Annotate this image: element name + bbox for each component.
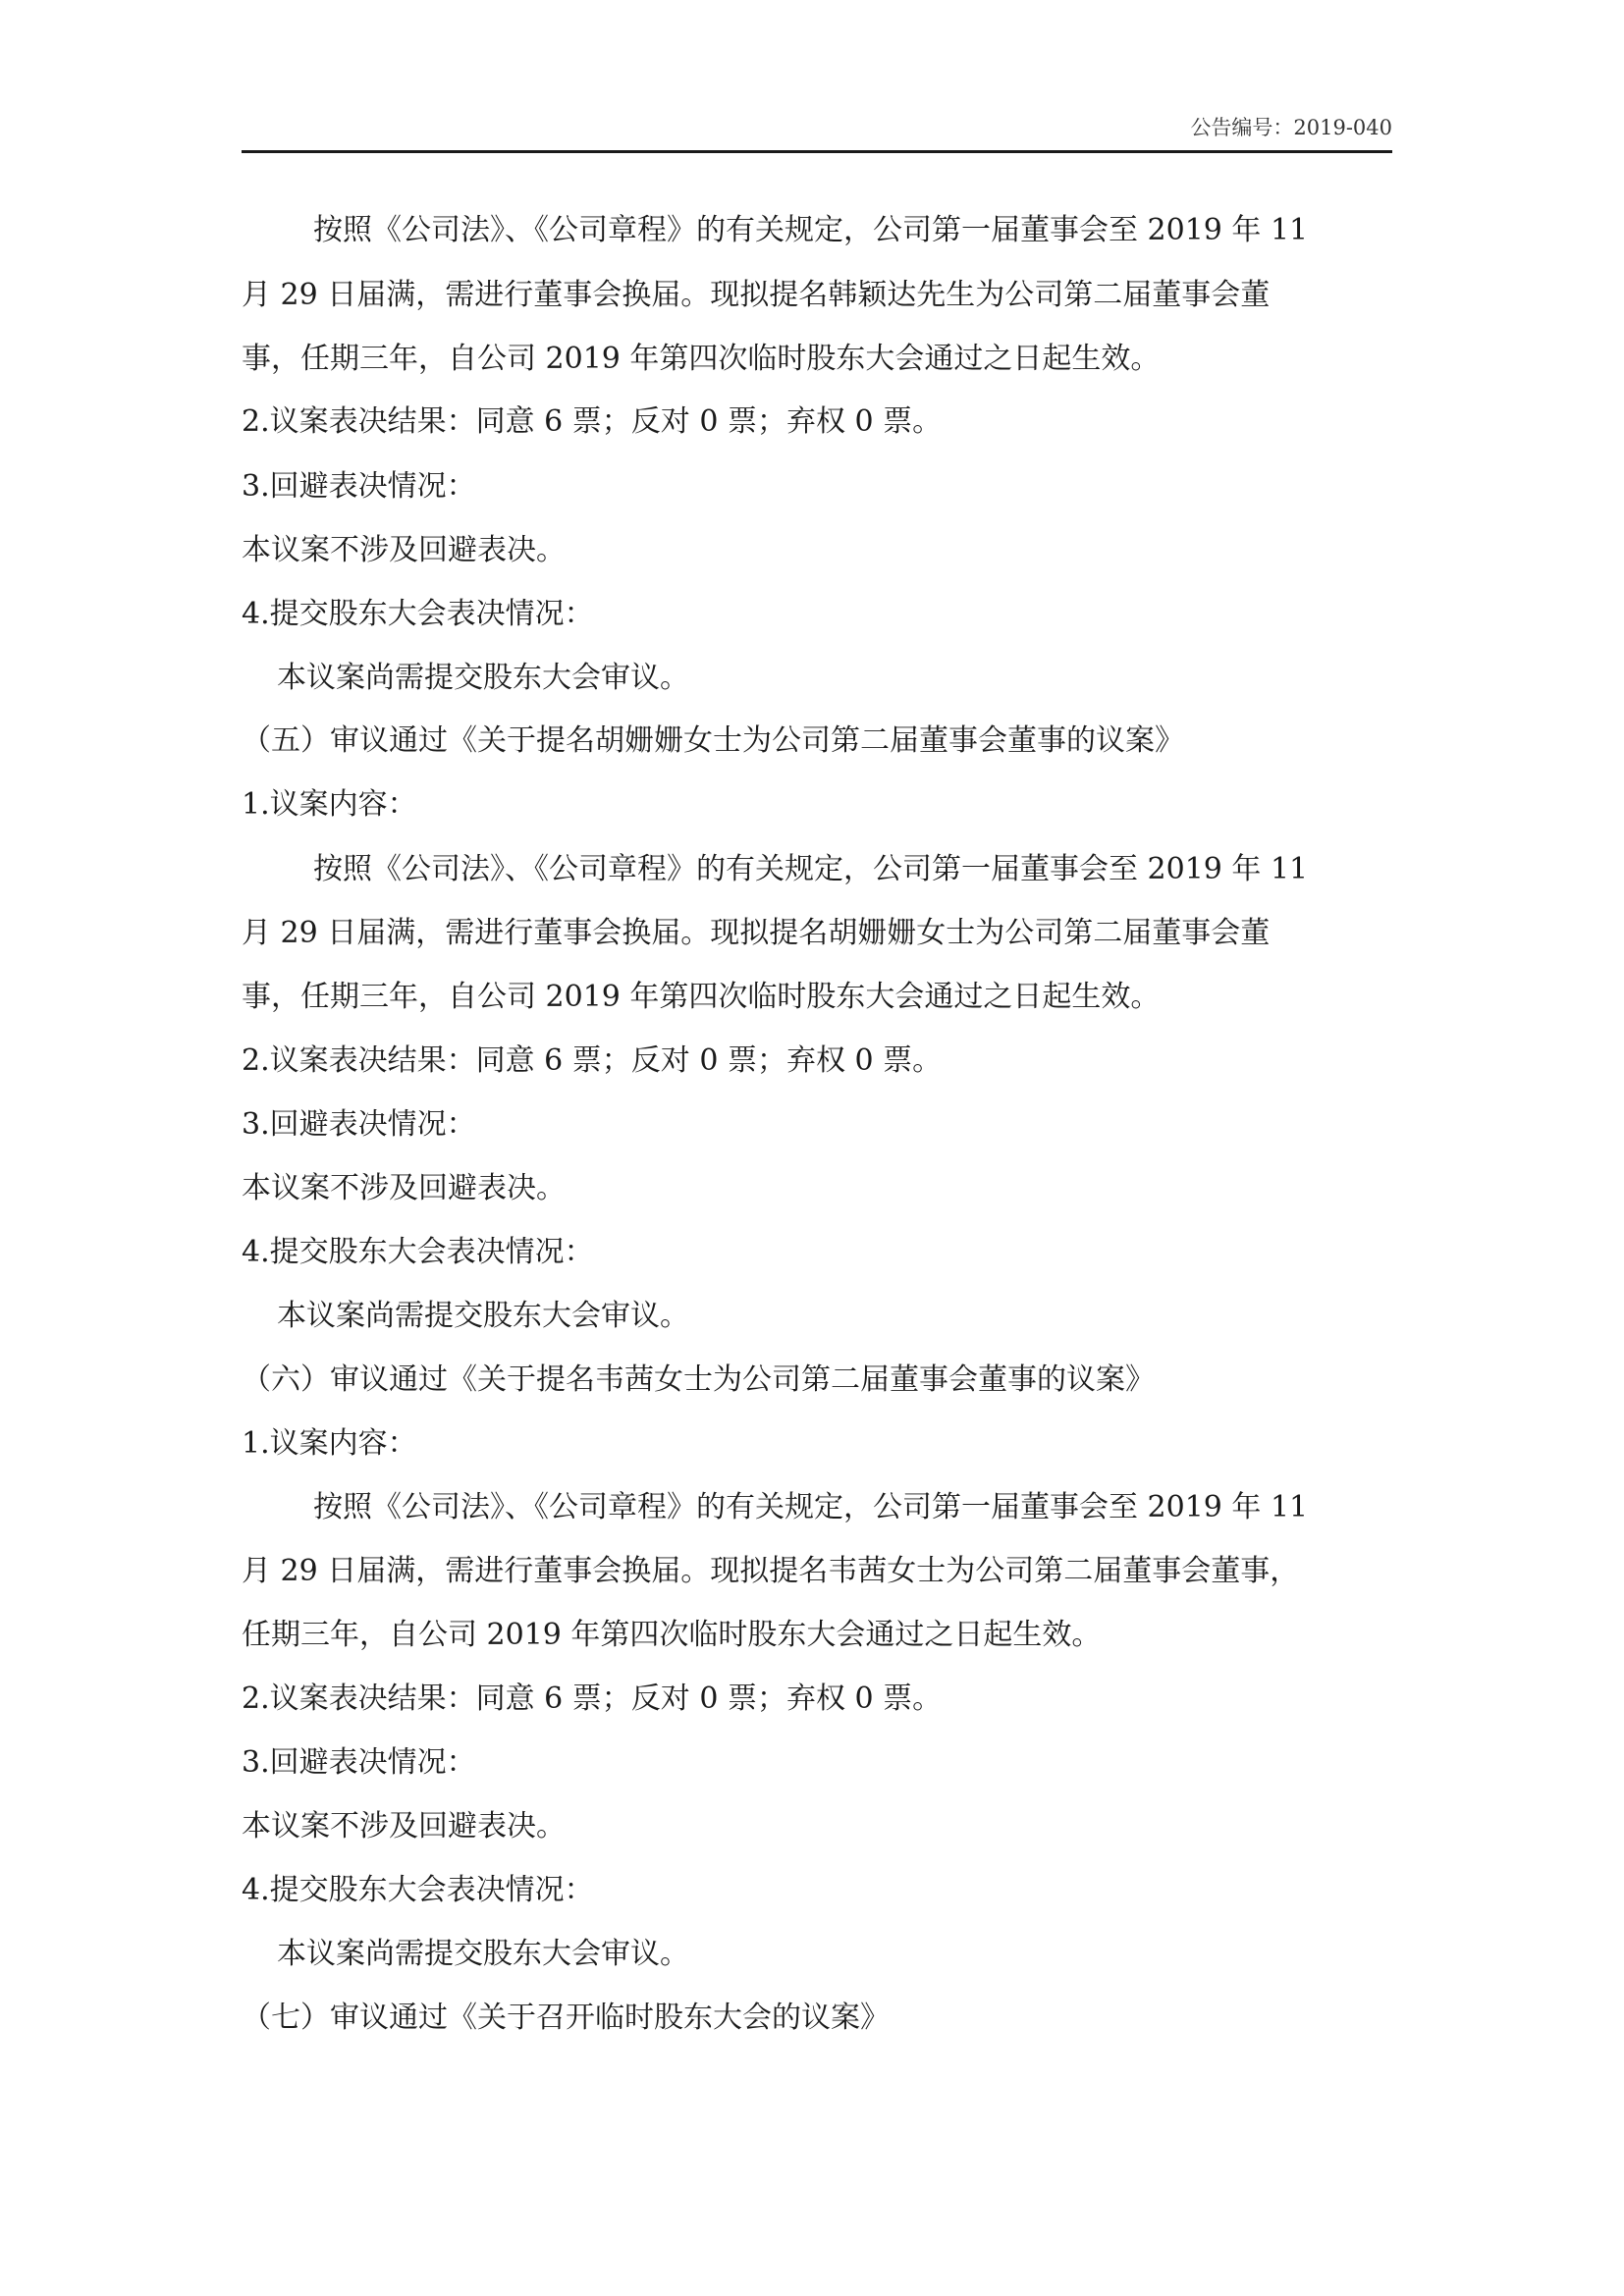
paragraph-line: 月 29 日届满，需进行董事会换届。现拟提名韩颖达先生为公司第二届董事会董	[242, 278, 1271, 312]
paragraph-line: 事，任期三年，自公司 2019 年第四次临时股东大会通过之日起生效。	[242, 342, 1161, 376]
shareholder-text: 本议案尚需提交股东大会审议。	[277, 1937, 689, 1971]
paragraph-line: 事，任期三年，自公司 2019 年第四次临时股东大会通过之日起生效。	[242, 980, 1161, 1014]
vote-result: 2.议案表决结果：同意 6 票；反对 0 票；弃权 0 票。	[242, 404, 943, 439]
paragraph-line: 按照《公司法》、《公司章程》的有关规定，公司第一届董事会至 2019 年 11	[313, 852, 1309, 886]
paragraph-line: 任期三年，自公司 2019 年第四次临时股东大会通过之日起生效。	[242, 1618, 1102, 1652]
shareholder-heading: 4.提交股东大会表决情况：	[242, 1873, 594, 1907]
shareholder-text: 本议案尚需提交股东大会审议。	[277, 1299, 689, 1333]
vote-result: 2.议案表决结果：同意 6 票；反对 0 票；弃权 0 票。	[242, 1682, 943, 1716]
section-title-6: （六）审议通过《关于提名韦茜女士为公司第二届董事会董事的议案》	[242, 1362, 1155, 1397]
content-heading: 1.议案内容：	[242, 1426, 417, 1461]
recusal-heading: 3.回避表决情况：	[242, 469, 476, 504]
content-heading: 1.议案内容：	[242, 787, 417, 822]
paragraph-line: 月 29 日届满，需进行董事会换届。现拟提名韦茜女士为公司第二届董事会董事，	[242, 1554, 1300, 1588]
page-header	[242, 116, 1392, 151]
shareholder-heading: 4.提交股东大会表决情况：	[242, 597, 594, 631]
vote-result: 2.议案表决结果：同意 6 票；反对 0 票；弃权 0 票。	[242, 1043, 943, 1078]
recusal-heading: 3.回避表决情况：	[242, 1107, 476, 1142]
shareholder-text: 本议案尚需提交股东大会审议。	[277, 661, 689, 695]
notice-number: 公告编号：2019-040	[1190, 116, 1392, 139]
recusal-heading: 3.回避表决情况：	[242, 1745, 476, 1780]
shareholder-heading: 4.提交股东大会表决情况：	[242, 1235, 594, 1269]
recusal-text: 本议案不涉及回避表决。	[242, 1809, 566, 1843]
section-title-7: （七）审议通过《关于召开临时股东大会的议案》	[242, 2001, 890, 2035]
recusal-text: 本议案不涉及回避表决。	[242, 533, 566, 567]
header-divider	[242, 150, 1392, 153]
document-body	[242, 187, 1392, 2052]
paragraph-line: 月 29 日届满，需进行董事会换届。现拟提名胡姗姗女士为公司第二届董事会董	[242, 916, 1271, 950]
paragraph-line: 按照《公司法》、《公司章程》的有关规定，公司第一届董事会至 2019 年 11	[313, 213, 1309, 247]
paragraph-line: 按照《公司法》、《公司章程》的有关规定，公司第一届董事会至 2019 年 11	[313, 1490, 1309, 1524]
recusal-text: 本议案不涉及回避表决。	[242, 1171, 566, 1205]
section-title-5: （五）审议通过《关于提名胡姗姗女士为公司第二届董事会董事的议案》	[242, 723, 1184, 758]
